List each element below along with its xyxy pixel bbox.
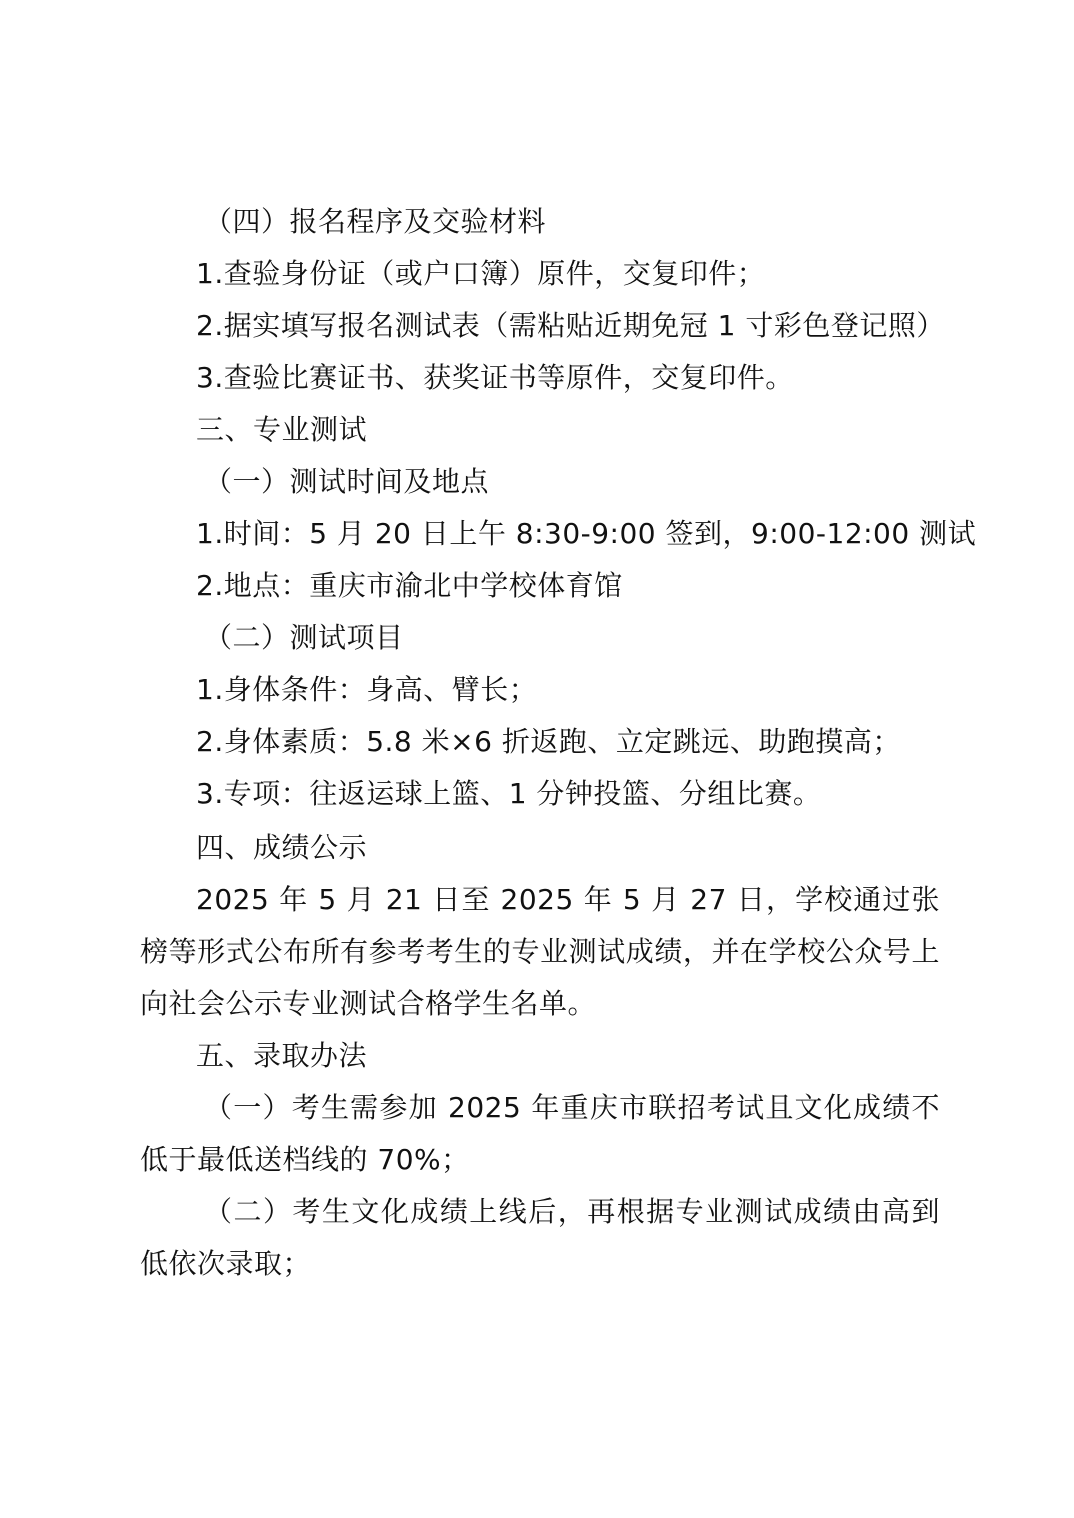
list-item: 1.查验身份证（或户口簿）原件，交复印件；: [196, 257, 766, 290]
list-item: 2.地点：重庆市渝北中学校体育馆: [196, 569, 623, 602]
section-heading-results: 四、成绩公示: [196, 831, 368, 864]
section-heading-professional-test: 三、专业测试: [196, 413, 368, 446]
subsection-heading-time-place: （一）测试时间及地点: [204, 465, 490, 498]
list-item: 2.身体素质：5.8 米×6 折返跑、立定跳远、助跑摸高；: [196, 725, 901, 758]
list-item: 1.身体条件：身高、臂长；: [196, 673, 538, 706]
list-item: 3.专项：往返运球上篮、1 分钟投篮、分组比赛。: [196, 777, 822, 810]
section-heading-admission: 五、录取办法: [196, 1039, 368, 1072]
list-item: 1.时间：5 月 20 日上午 8:30-9:00 签到，9:00-12:00 测试: [196, 517, 977, 550]
list-item: 3.查验比赛证书、获奖证书等原件，交复印件。: [196, 361, 794, 394]
list-item: 2.据实填写报名测试表（需粘贴近期免冠 1 寸彩色登记照）: [196, 309, 945, 342]
admission-item-1: （一）考生需参加 2025 年重庆市联招考试且文化成绩不低于最低送档线的 70%；: [140, 1091, 940, 1176]
section-heading-registration: （四）报名程序及交验材料: [204, 205, 547, 238]
admission-item-2: （二）考生文化成绩上线后，再根据专业测试成绩由高到低依次录取；: [140, 1195, 940, 1280]
subsection-heading-test-items: （二）测试项目: [204, 621, 404, 654]
results-paragraph: 2025 年 5 月 21 日至 2025 年 5 月 27 日，学校通过张榜等形式公布所有参考考生的专业测试成绩，并在学校公众号上向社会公示专业测试合格学生名单。: [140, 883, 940, 1020]
